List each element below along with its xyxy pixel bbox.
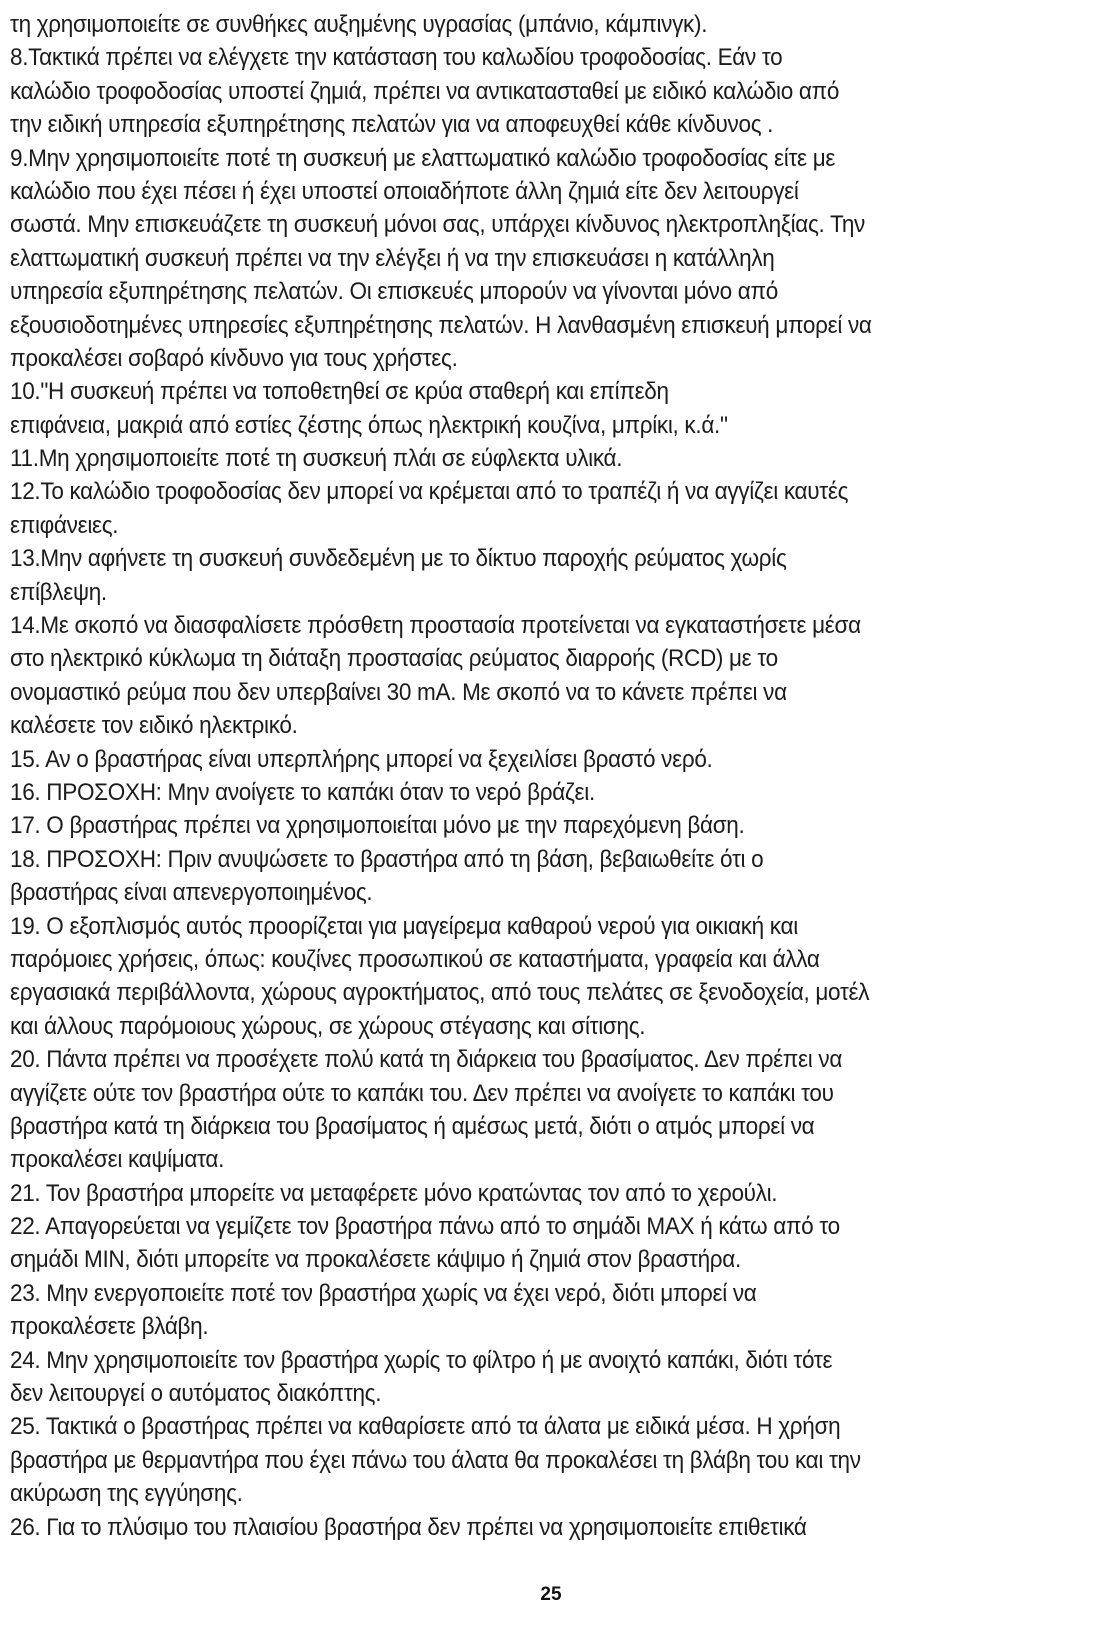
text-line: και άλλους παρόμοιους χώρους, σε χώρους στέγασης και σίτισης. bbox=[10, 1012, 646, 1040]
text-line: εργασιακά περιβάλλοντα, χώρους αγροκτήματος, από τους πελάτες σε ξενοδοχεία, μοτέλ bbox=[10, 979, 870, 1007]
text-line: προκαλέσετε βλάβη. bbox=[10, 1313, 209, 1341]
text-line: 11.Μη χρησιμοποιείτε ποτέ τη συσκευή πλάι σε εύφλεκτα υλικά. bbox=[10, 445, 623, 473]
text-line: 9.Μην χρησιμοποιείτε ποτέ τη συσκευή με ελαττωματικό καλώδιο τροφοδοσίας είτε με bbox=[10, 144, 836, 172]
text-line: επιφάνεια, μακριά από εστίες ζέστης όπως ηλεκτρική κουζίνα, μπρίκι, κ.ά." bbox=[10, 411, 728, 439]
text-line: 25. Τακτικά ο βραστήρας πρέπει να καθαρίσετε από τα άλατα με ειδικά μέσα. Η χρήση bbox=[10, 1413, 841, 1441]
text-line: ακύρωση της εγγύησης. bbox=[10, 1480, 243, 1508]
text-line: 10."Η συσκευή πρέπει να τοποθετηθεί σε κρύα σταθερή και επίπεδη bbox=[10, 378, 669, 406]
text-line: 16. ΠΡΟΣΟΧΗ: Μην ανοίγετε το καπάκι όταν το νερό βράζει. bbox=[10, 778, 595, 806]
text-line: 22. Απαγορεύεται να γεμίζετε τον βραστήρα πάνω από το σημάδι MAX ή κάτω από το bbox=[10, 1213, 840, 1241]
text-line: 21. Τον βραστήρα μπορείτε να μεταφέρετε μόνο κρατώντας τον από το χερούλι. bbox=[10, 1179, 778, 1207]
text-line: 15. Αν ο βραστήρας είναι υπερπλήρης μπορεί να ξεχειλίσει βραστό νερό. bbox=[10, 745, 713, 773]
text-line: δεν λειτουργεί ο αυτόματος διακόπτης. bbox=[10, 1380, 382, 1408]
text-line: 8.Τακτικά πρέπει να ελέγχετε την κατάσταση του καλωδίου τροφοδοσίας. Εάν το bbox=[10, 44, 783, 72]
text-line: αγγίζετε ούτε τον βραστήρα ούτε το καπάκι του. Δεν πρέπει να ανοίγετε το καπάκι του bbox=[10, 1079, 834, 1107]
text-line: βραστήρας είναι απενεργοποιημένος. bbox=[10, 879, 373, 907]
document-body bbox=[10, 8, 1096, 1544]
text-line: 12.Το καλώδιο τροφοδοσίας δεν μπορεί να κρέμεται από το τραπέζι ή να αγγίζει καυτές bbox=[10, 478, 849, 506]
page-number: 25 bbox=[540, 1584, 562, 1605]
text-line: υπηρεσία εξυπηρέτησης πελατών. Οι επισκευές μπορούν να γίνονται μόνο από bbox=[10, 278, 778, 306]
text-line: 19. Ο εξοπλισμός αυτός προορίζεται για μαγείρεμα καθαρού νερού για οικιακή και bbox=[10, 912, 798, 940]
text-line: παρόμοιες χρήσεις, όπως: κουζίνες προσωπικού σε καταστήματα, γραφεία και άλλα bbox=[10, 945, 820, 973]
text-line: 26. Για το πλύσιμο του πλαισίου βραστήρα δεν πρέπει να χρησιμοποιείτε επιθετικά bbox=[10, 1513, 807, 1541]
text-line: βραστήρα κατά τη διάρκεια του βρασίματος ή αμέσως μετά, διότι ο ατμός μπορεί να bbox=[10, 1112, 815, 1140]
text-line: 20. Πάντα πρέπει να προσέχετε πολύ κατά τη διάρκεια του βρασίματος. Δεν πρέπει να bbox=[10, 1046, 843, 1074]
text-line: ελαττωματική συσκευή πρέπει να την ελέγξει ή να την επισκευάσει η κατάλληλη bbox=[10, 244, 775, 272]
text-line: τη χρησιμοποιείτε σε συνθήκες αυξημένης υγρασίας (μπάνιο, κάμπινγκ). bbox=[10, 11, 708, 38]
text-line: προκαλέσει καψίματα. bbox=[10, 1146, 225, 1174]
text-line: 17. Ο βραστήρας πρέπει να χρησιμοποιείται μόνο με την παρεχόμενη βάση. bbox=[10, 812, 745, 840]
text-line: επιφάνειες. bbox=[10, 511, 119, 539]
text-line: επίβλεψη. bbox=[10, 578, 107, 606]
text-line: 14.Με σκοπό να διασφαλίσετε πρόσθετη προστασία προτείνεται να εγκαταστήσετε μέσα bbox=[10, 612, 861, 640]
text-line: εξουσιοδοτημένες υπηρεσίες εξυπηρέτησης πελατών. Η λανθασμένη επισκευή μπορεί να bbox=[10, 311, 872, 339]
text-line: 18. ΠΡΟΣΟΧΗ: Πριν ανυψώσετε το βραστήρα από τη βάση, βεβαιωθείτε ότι ο bbox=[10, 845, 764, 873]
text-line: την ειδική υπηρεσία εξυπηρέτησης πελατών για να αποφευχθεί κάθε κίνδυνος . bbox=[10, 111, 774, 139]
text-line: στο ηλεκτρικό κύκλωμα τη διάταξη προστασίας ρεύματος διαρροής (RCD) με το bbox=[10, 645, 778, 673]
text-line: ονομαστικό ρεύμα που δεν υπερβαίνει 30 mA. Με σκοπό να το κάνετε πρέπει να bbox=[10, 678, 787, 706]
text-line: καλώδιο τροφοδοσίας υποστεί ζημιά, πρέπει να αντικατασταθεί με ειδικό καλώδιο από bbox=[10, 77, 840, 105]
text-line: 23. Μην ενεργοποιείτε ποτέ τον βραστήρα χωρίς να έχει νερό, διότι μπορεί να bbox=[10, 1279, 757, 1307]
text-line: σωστά. Μην επισκευάζετε τη συσκευή μόνοι σας, υπάρχει κίνδυνος ηλεκτροπληξίας. Την bbox=[10, 211, 865, 239]
text-line: βραστήρα με θερμαντήρα που έχει πάνω του άλατα θα προκαλέσει τη βλάβη του και την bbox=[10, 1446, 861, 1474]
text-line: 24. Μην χρησιμοποιείτε τον βραστήρα χωρίς το φίλτρο ή με ανοιχτό καπάκι, διότι τότε bbox=[10, 1346, 833, 1374]
text-line: καλέσετε τον ειδικό ηλεκτρικό. bbox=[10, 712, 298, 740]
text-line: 13.Μην αφήνετε τη συσκευή συνδεδεμένη με το δίκτυο παροχής ρεύματος χωρίς bbox=[10, 545, 787, 573]
text-line: σημάδι MIN, διότι μπορείτε να προκαλέσετε κάψιμο ή ζημιά στον βραστήρα. bbox=[10, 1246, 741, 1274]
text-line: προκαλέσει σοβαρό κίνδυνο για τους χρήστες. bbox=[10, 344, 458, 372]
text-line: καλώδιο που έχει πέσει ή έχει υποστεί οποιαδήποτε άλλη ζημιά είτε δεν λειτουργεί bbox=[10, 177, 799, 205]
